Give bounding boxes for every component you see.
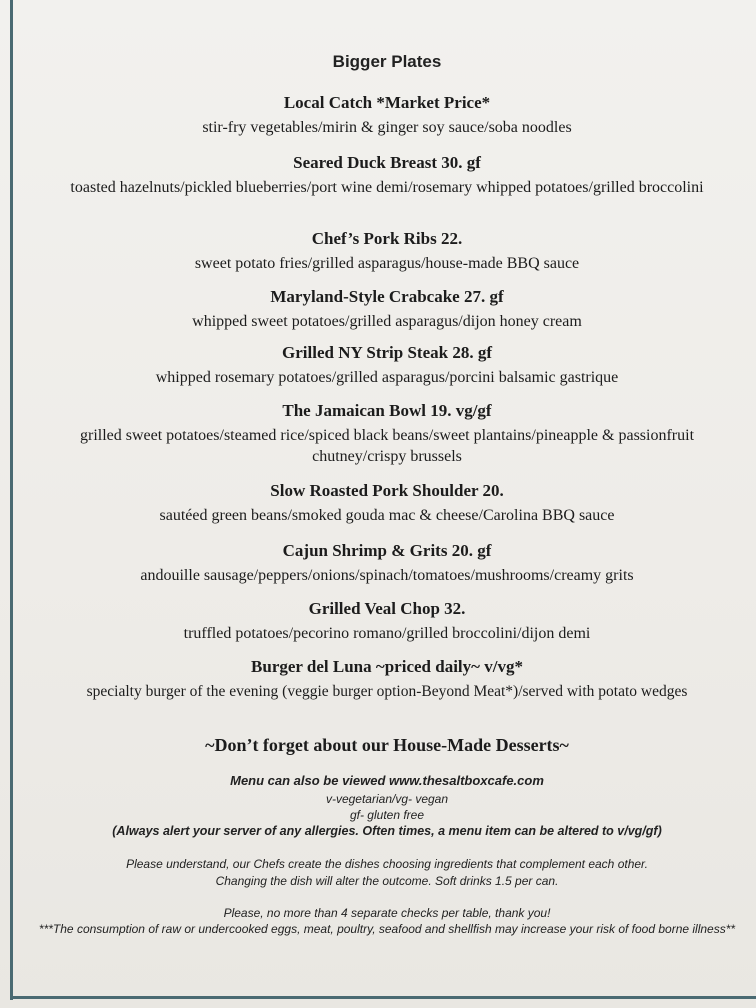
dish-name: Local Catch *Market Price*: [283, 93, 491, 112]
dish-name: Maryland-Style Crabcake 27. gf: [270, 287, 504, 306]
legend-gluten-free: gf- gluten free: [349, 808, 425, 822]
dish-name: Chef’s Pork Ribs 22.: [311, 229, 463, 248]
dish-name: Cajun Shrimp & Grits 20. gf: [282, 541, 492, 560]
dish-description: toasted hazelnuts/pickled blueberries/port wine demi/rosemary whipped potatoes/grilled broccolini: [70, 179, 704, 196]
dish-name: Slow Roasted Pork Shoulder 20.: [270, 481, 504, 500]
dish-description: specialty burger of the evening (veggie burger option-Beyond Meat*)/served with potato wedges: [86, 683, 688, 700]
allergy-notice: (Always alert your server of any allergies. Often times, a menu item can be altered to v/vg/gf): [112, 824, 662, 838]
dish-description: whipped rosemary potatoes/grilled asparagus/porcini balsamic gastrique: [155, 369, 619, 386]
dish-name: The Jamaican Bowl 19. vg/gf: [282, 401, 492, 420]
menu-item: [18, 400, 756, 467]
dish-description: stir-fry vegetables/mirin & ginger soy sauce/soba noodles: [202, 119, 572, 136]
menu-item: [18, 342, 756, 388]
menu-item: [18, 480, 756, 526]
raw-food-warning: ***The consumption of raw or undercooked eggs, meat, poultry, seafood and shellfish may increase your risk of food borne illness**: [38, 922, 736, 936]
legend-vegetarian-vegan: v-vegetarian/vg- vegan: [325, 792, 449, 806]
section-title: Bigger Plates: [332, 52, 442, 71]
dish-name: Grilled NY Strip Steak 28. gf: [282, 343, 492, 362]
menu-item: [18, 286, 756, 332]
dish-description: whipped sweet potatoes/grilled asparagus/dijon honey cream: [192, 313, 582, 330]
dish-name: Grilled Veal Chop 32.: [308, 599, 466, 618]
checks-notice: Please, no more than 4 separate checks per table, thank you!: [223, 906, 551, 920]
website-line: Menu can also be viewed www.thesaltboxcafe.com: [230, 773, 544, 788]
chefs-notice-line-1: Please understand, our Chefs create the dishes choosing ingredients that complement each other.: [126, 857, 648, 871]
menu-item: [18, 152, 756, 198]
dish-description: truffled potatoes/pecorino romano/grilled broccolini/dijon demi: [183, 625, 591, 642]
dish-description: sweet potato fries/grilled asparagus/house-made BBQ sauce: [194, 255, 580, 272]
menu-item: [18, 540, 756, 586]
page-border-bottom: [10, 996, 756, 999]
menu-item: [18, 92, 756, 138]
dish-description: sautéed green beans/smoked gouda mac & cheese/Carolina BBQ sauce: [159, 507, 615, 524]
dish-description: andouille sausage/peppers/onions/spinach/tomatoes/mushrooms/creamy grits: [140, 567, 634, 584]
page-border-left: [10, 0, 13, 1000]
desserts-line: ~Don’t forget about our House-Made Desserts~: [205, 735, 569, 755]
dish-name: Burger del Luna ~priced daily~ v/vg*: [251, 657, 523, 676]
dish-name: Seared Duck Breast 30. gf: [293, 153, 481, 172]
menu-item: [18, 228, 756, 274]
menu-item: [18, 656, 756, 702]
menu-item: [18, 598, 756, 644]
dish-description: grilled sweet potatoes/steamed rice/spiced black beans/sweet plantains/pineapple & passionfruit chutney/crispy brussels: [79, 427, 695, 465]
chefs-notice-line-2: Changing the dish will alter the outcome. Soft drinks 1.5 per can.: [215, 874, 559, 888]
